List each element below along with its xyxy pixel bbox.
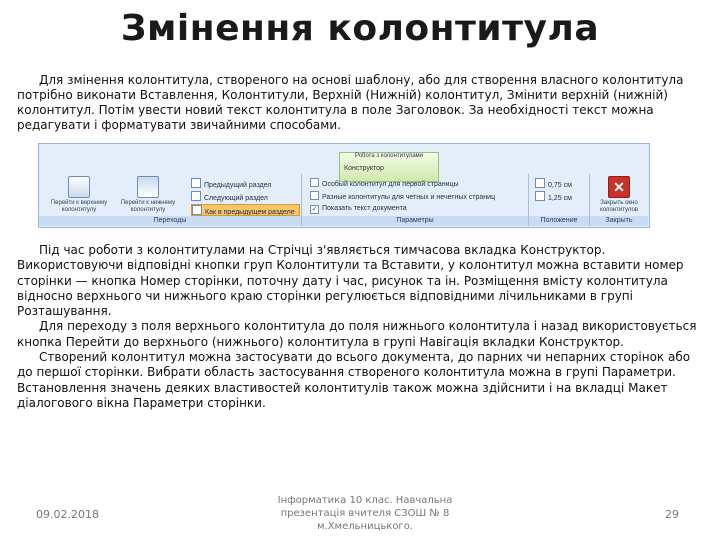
checkbox-show-text[interactable]: ✓: [311, 206, 318, 213]
prev-section-label: Предыдущий раздел: [204, 182, 272, 189]
option-first-page[interactable]: [310, 178, 524, 188]
paragraph-constructor-tab: Під час роботи з колонтитулами на Стрічці з'являється тимчасова вкладка Конструктор. Використовуючи відповідні кнопки груп Колонтитули та Вставити, у колонтитул можна вставити номер сторінки — кнопка Номер сторінки, поточну дату і час, рисунок та ін. Розміщення вмісту колонтитула відносно верхнього чи нижнього краю сторінки регулюється відповідними лічильниками в групі Розташування.: [17, 243, 684, 319]
footer-caption: Інформатика 10 клас. Навчальна презентація вчителя СЗОШ № 8 м.Хмельницького.: [277, 495, 453, 532]
group-label-close: Закрыть: [590, 216, 648, 226]
option-odd-even-label: Разные колонтитулы для четных и нечетных страниц: [322, 194, 496, 201]
header-icon: [68, 176, 90, 198]
goto-footer-label: Перейти к нижнему колонтитулу: [120, 200, 176, 213]
slide-title: Змінення колонтитула: [120, 8, 600, 49]
close-icon: ✕: [608, 176, 630, 198]
footer-icon: [137, 176, 159, 198]
intro-paragraph: [17, 73, 707, 133]
group-label-options: Параметры: [302, 216, 528, 226]
header-position-icon: [535, 178, 545, 188]
footer-position-icon: [535, 191, 545, 201]
context-tab-title: Робота з колонтитулами: [354, 153, 424, 159]
next-section-label: Следующий раздел: [204, 195, 268, 202]
option-odd-even[interactable]: [310, 191, 524, 201]
group-label-navigation: Переходы: [39, 216, 301, 226]
next-section-icon: [191, 191, 201, 201]
paragraph-apply-scope: Створений колонтитул можна застосувати до всього документа, до парних чи непарних сторінок або до першої сторінки. Вибрати область застосування створеного колонтитула можна в групі Параметри. Встановлення значень деяких властивостей колонтитулів також можна здійснити і на вкладці Макет діалогового вікна Параметри сторінки.: [17, 350, 691, 410]
page-number: 29: [665, 508, 679, 521]
link-to-previous-button[interactable]: [191, 204, 300, 216]
footer-position-spinner[interactable]: [535, 191, 572, 201]
footer-date: 09.02.2018: [36, 508, 99, 521]
goto-footer-button[interactable]: [117, 176, 179, 214]
checkbox-first-page[interactable]: [310, 178, 319, 187]
header-position-spinner[interactable]: [535, 178, 572, 188]
intro-text: Для змінення колонтитула, створеного на основі шаблону, або для створення власного колонтитула потрібно виконати Вставлення, Колонтитули, Верхній (Нижній) колонтитул, Змінити верхній (нижній) колонтитул. Потім увести новий текст колонтитула в поле Заголовок. За необхідності текст можна редагувати і форматувати звичайними способами.: [17, 73, 684, 132]
next-section-button[interactable]: [191, 191, 268, 201]
ribbon-group-navigation: [39, 174, 302, 226]
link-to-previous-label: Как в предыдущем разделе: [205, 209, 295, 216]
goto-header-button[interactable]: [49, 176, 109, 214]
option-show-text-label: Показать текст документа: [322, 205, 407, 212]
ribbon-screenshot: [38, 143, 650, 228]
prev-section-button[interactable]: [191, 178, 271, 188]
option-show-text[interactable]: [310, 204, 524, 214]
context-tab-sub: Конструктор: [344, 165, 384, 172]
option-first-page-label: Особый колонтитул для первой страницы: [322, 181, 459, 188]
ribbon-group-close: [590, 174, 648, 226]
paragraph-navigation: Для переходу з поля верхнього колонтитула до поля нижнього колонтитула і назад використовується кнопка Перейти до верхнього (нижнього) колонтитула в групі Навігація вкладки Конструктор.: [17, 319, 697, 349]
group-label-position: Положение: [529, 216, 589, 226]
checkbox-odd-even[interactable]: [310, 191, 319, 200]
link-icon: [192, 205, 202, 215]
prev-section-icon: [191, 178, 201, 188]
close-header-footer-label: Закрыть окно колонтитулов: [600, 200, 638, 213]
goto-header-label: Перейти к верхнему колонтитулу: [50, 200, 108, 213]
footer-position-value: 1,25 см: [548, 195, 572, 202]
body-text: [17, 243, 707, 411]
ribbon-group-position: [529, 174, 590, 226]
ribbon-group-options: [302, 174, 529, 226]
header-position-value: 0,75 см: [548, 182, 572, 189]
close-header-footer-button[interactable]: [594, 176, 644, 214]
